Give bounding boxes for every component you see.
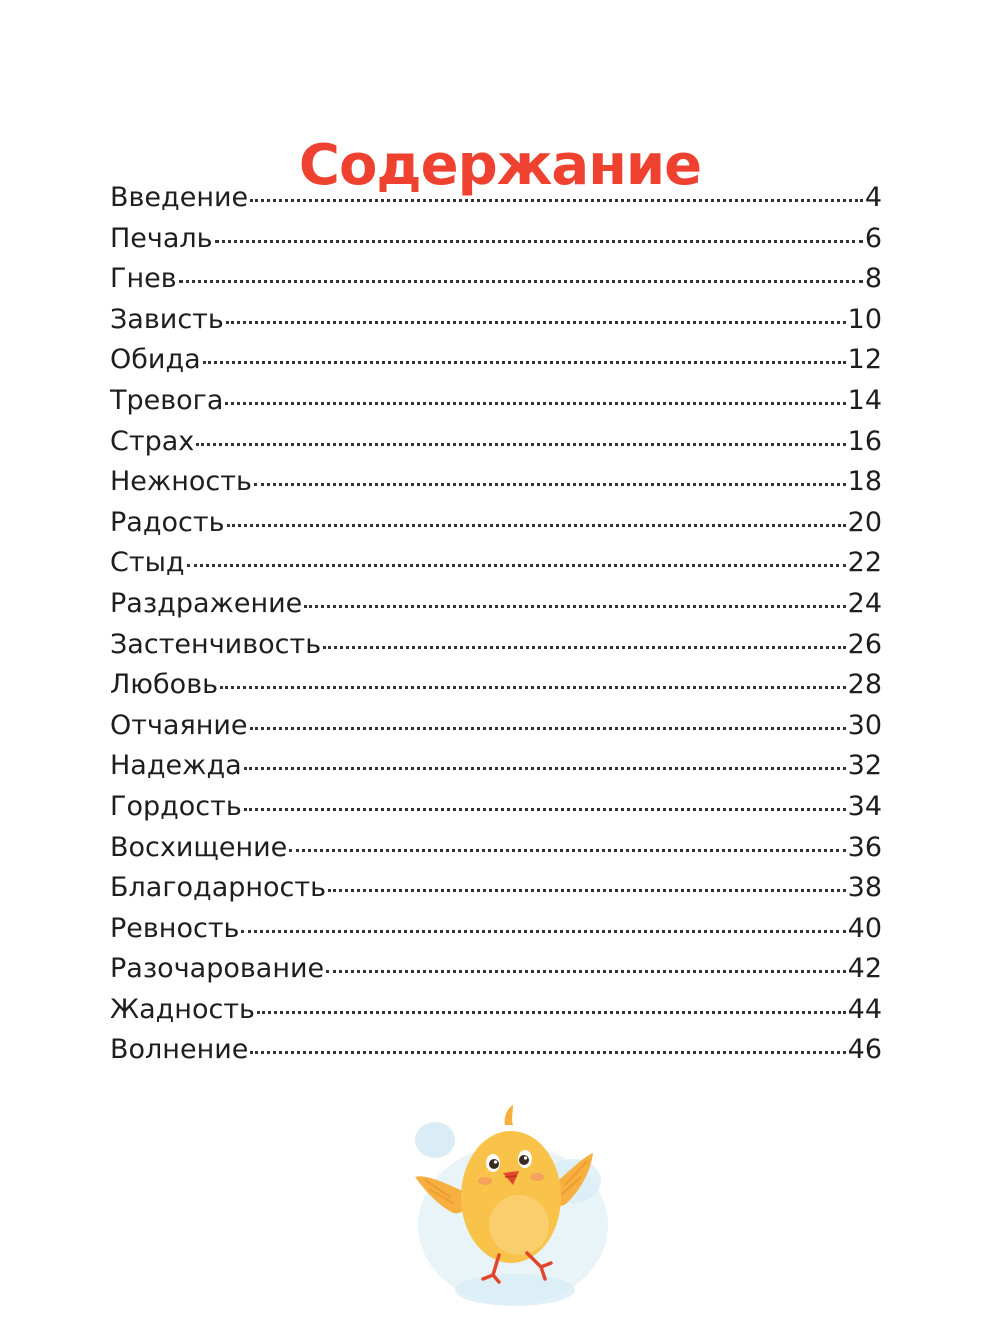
toc-entry-title: Нежность xyxy=(110,466,252,498)
toc-entry[interactable] xyxy=(110,584,882,625)
toc-entry[interactable] xyxy=(110,300,882,341)
toc-dot-leader xyxy=(244,767,846,770)
toc-entry-page: 14 xyxy=(847,384,882,416)
toc-entry[interactable] xyxy=(110,422,882,463)
toc-entry-title: Введение xyxy=(110,182,249,213)
toc-dot-leader xyxy=(250,1051,845,1054)
toc-entry-title: Страх xyxy=(110,425,195,457)
toc-entry-page: 6 xyxy=(864,222,882,254)
toc-dot-leader xyxy=(323,646,846,649)
toc-entry-title: Разочарование xyxy=(110,953,325,985)
toc-entry-page: 32 xyxy=(847,750,882,782)
toc-dot-leader xyxy=(289,849,845,852)
toc-entry[interactable] xyxy=(110,178,882,219)
toc-dot-leader xyxy=(250,727,846,730)
toc-entry-title: Волнение xyxy=(110,1034,249,1066)
toc-entry-page: 38 xyxy=(847,872,882,904)
toc-dot-leader xyxy=(250,199,863,202)
toc-entry[interactable] xyxy=(110,746,882,787)
toc-entry[interactable] xyxy=(110,503,882,544)
toc-entry-title: Ревность xyxy=(110,912,240,944)
toc-entry-title: Зависть xyxy=(110,303,224,335)
toc-dot-leader xyxy=(226,321,846,324)
toc-entry[interactable] xyxy=(110,1030,882,1071)
toc-entry[interactable] xyxy=(110,990,882,1031)
toc-entry-page: 4 xyxy=(864,182,882,213)
toc-entry-page: 36 xyxy=(847,831,882,863)
toc-entry-page: 44 xyxy=(847,993,882,1025)
toc-entry-page: 24 xyxy=(847,587,882,619)
toc-entry-page: 30 xyxy=(847,709,882,741)
toc-dot-leader xyxy=(215,240,863,243)
toc-entry[interactable] xyxy=(110,462,882,503)
toc-entry-title: Застенчивость xyxy=(110,628,322,660)
toc-entry-page: 10 xyxy=(847,303,882,335)
toc-dot-leader xyxy=(225,402,845,405)
toc-entry[interactable] xyxy=(110,868,882,909)
toc-entry-page: 26 xyxy=(847,628,882,660)
toc-entry-title: Любовь xyxy=(110,669,219,701)
toc-entry[interactable] xyxy=(110,543,882,584)
toc-dot-leader xyxy=(227,524,846,527)
toc-entry-page: 12 xyxy=(847,344,882,376)
toc-dot-leader xyxy=(244,808,846,811)
toc-dot-leader xyxy=(304,605,845,608)
toc-entry[interactable] xyxy=(110,219,882,260)
toc-entry-title: Благодарность xyxy=(110,872,327,904)
toc-entry-page: 22 xyxy=(847,547,882,579)
toc-entry-page: 20 xyxy=(847,506,882,538)
chick-icon xyxy=(395,1085,625,1315)
toc-entry[interactable] xyxy=(110,259,882,300)
toc-entry-page: 40 xyxy=(847,912,882,944)
toc-entry-page: 18 xyxy=(847,466,882,498)
page-title: Содержание xyxy=(298,132,702,198)
toc-entry-page: 8 xyxy=(864,263,882,295)
toc-entry-title: Обида xyxy=(110,344,201,376)
toc-entry-page: 34 xyxy=(847,790,882,822)
toc-entry-page: 16 xyxy=(847,425,882,457)
table-of-contents xyxy=(110,178,882,1071)
toc-dot-leader xyxy=(203,361,846,364)
toc-dot-leader xyxy=(257,1011,846,1014)
toc-entry-title: Радость xyxy=(110,506,225,538)
toc-entry[interactable] xyxy=(110,787,882,828)
toc-entry-title: Отчаяние xyxy=(110,709,248,741)
toc-entry-page: 28 xyxy=(847,669,882,701)
toc-dot-leader xyxy=(328,889,846,892)
toc-dot-leader xyxy=(254,483,846,486)
toc-entry-title: Стыд xyxy=(110,547,185,579)
toc-dot-leader xyxy=(241,930,845,933)
toc-entry-page: 42 xyxy=(847,953,882,985)
toc-entry-title: Печаль xyxy=(110,222,213,254)
toc-dot-leader xyxy=(187,564,846,567)
toc-entry[interactable] xyxy=(110,909,882,950)
toc-dot-leader xyxy=(196,443,845,446)
toc-dot-leader xyxy=(179,280,863,283)
toc-entry[interactable] xyxy=(110,665,882,706)
toc-entry[interactable] xyxy=(110,706,882,747)
toc-entry-title: Гордость xyxy=(110,790,242,822)
toc-entry-title: Восхищение xyxy=(110,831,288,863)
toc-entry-title: Раздражение xyxy=(110,587,303,619)
toc-entry-page: 46 xyxy=(847,1034,882,1066)
toc-entry[interactable] xyxy=(110,381,882,422)
toc-entry[interactable] xyxy=(110,828,882,869)
toc-entry-title: Надежда xyxy=(110,750,242,782)
toc-entry-title: Гнев xyxy=(110,263,177,295)
toc-entry[interactable] xyxy=(110,949,882,990)
toc-dot-leader xyxy=(326,970,846,973)
chick-illustration xyxy=(395,1085,625,1315)
toc-entry[interactable] xyxy=(110,340,882,381)
toc-dot-leader xyxy=(220,686,846,689)
toc-entry-title: Жадность xyxy=(110,993,255,1025)
toc-entry[interactable] xyxy=(110,625,882,666)
toc-entry-title: Тревога xyxy=(110,384,224,416)
